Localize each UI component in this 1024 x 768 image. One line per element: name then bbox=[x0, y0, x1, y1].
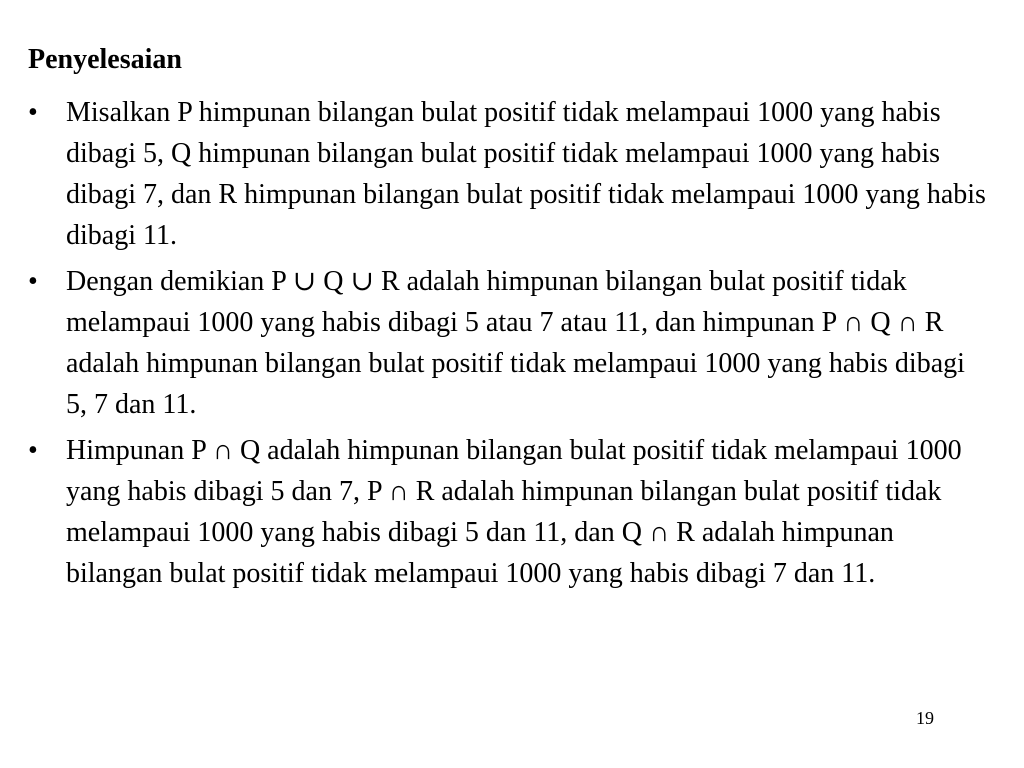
slide-heading: Penyelesaian bbox=[28, 44, 182, 75]
bullet-text: Himpunan P ∩ Q adalah himpunan bilangan bulat positif tidak melampaui 1000 yang habis dibagi 5 dan 7, P ∩ R adalah himpunan bilangan bulat positif tidak melampaui 1000 yang habis dibagi 5 dan 11, dan Q ∩ R adalah himpunan bilangan bulat positif tidak melampaui 1000 yang habis dibagi 7 dan 11. bbox=[66, 435, 962, 589]
bullet-icon: • bbox=[28, 97, 38, 128]
bullet-icon: • bbox=[28, 266, 38, 297]
bullet-list bbox=[28, 92, 988, 599]
bullet-item-1 bbox=[28, 92, 988, 256]
bullet-icon: • bbox=[28, 435, 38, 466]
bullet-item-3 bbox=[28, 430, 988, 594]
bullet-text: Misalkan P himpunan bilangan bulat positif tidak melampaui 1000 yang habis dibagi 5, Q himpunan bilangan bulat positif tidak melampaui 1000 yang habis dibagi 7, dan R himpunan bilangan bulat positif tidak melampaui 1000 yang habis dibagi 11. bbox=[66, 97, 986, 251]
bullet-text: Dengan demikian P ∪ Q ∪ R adalah himpunan bilangan bulat positif tidak melampaui 1000 yang habis dibagi 5 atau 7 atau 11, dan himpunan P ∩ Q ∩ R adalah himpunan bilangan bulat positif tidak melampaui 1000 yang habis dibagi 5, 7 dan 11. bbox=[66, 266, 965, 420]
bullet-item-2 bbox=[28, 261, 988, 425]
page-number: 19 bbox=[916, 708, 934, 728]
